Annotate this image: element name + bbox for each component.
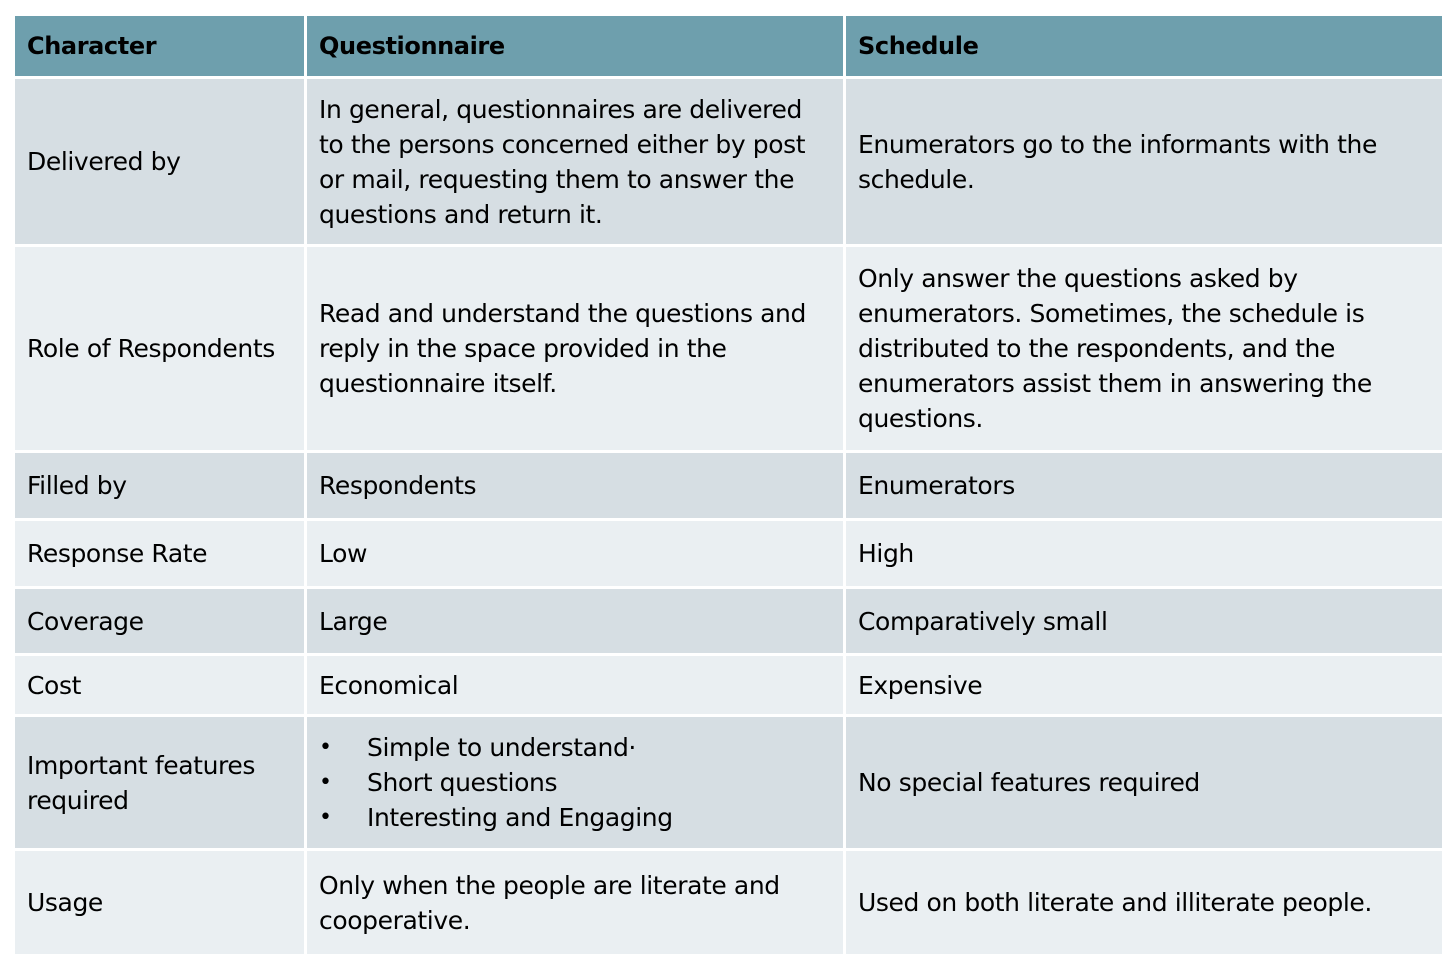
- table-row-response-rate: [14, 520, 1444, 588]
- table-row-coverage: [14, 588, 1444, 655]
- feature-bullet-list: [319, 730, 831, 835]
- header-questionnaire: Questionnaire: [306, 15, 845, 78]
- cell-character: Response Rate: [14, 520, 306, 588]
- bullet-icon: •: [319, 805, 332, 830]
- cell-questionnaire: Respondents: [306, 452, 845, 520]
- cell-schedule: High: [845, 520, 1444, 588]
- cell-character: Filled by: [14, 452, 306, 520]
- cell-schedule: No special features required: [845, 716, 1444, 850]
- table-row-usage: [14, 850, 1444, 956]
- bullet-icon: •: [319, 770, 332, 795]
- table-row-filled-by: [14, 452, 1444, 520]
- cell-character: Coverage: [14, 588, 306, 655]
- cell-questionnaire: In general, questionnaires are delivered to the persons concerned either by post or mail, requesting them to answer the questions and return it.: [306, 78, 845, 246]
- cell-questionnaire: Low: [306, 520, 845, 588]
- cell-schedule: Comparatively small: [845, 588, 1444, 655]
- cell-schedule: Only answer the questions asked by enumerators. Sometimes, the schedule is distributed to the respondents, and the enumerators assist them in answering the questions.: [845, 246, 1444, 452]
- bullet-text: Interesting and Engaging: [367, 803, 673, 832]
- header-character: Character: [14, 15, 306, 78]
- cell-schedule: Expensive: [845, 655, 1444, 716]
- cell-questionnaire: Only when the people are literate and cooperative.: [306, 850, 845, 956]
- table-row-role-of-respondents: [14, 246, 1444, 452]
- table-header-row: [14, 15, 1444, 78]
- list-item: [319, 765, 831, 800]
- cell-schedule: Enumerators go to the informants with the schedule.: [845, 78, 1444, 246]
- cell-questionnaire: Large: [306, 588, 845, 655]
- cell-character: Cost: [14, 655, 306, 716]
- table-row-important-features: [14, 716, 1444, 850]
- list-item: [319, 800, 831, 835]
- cell-character: Delivered by: [14, 78, 306, 246]
- comparison-table: [12, 13, 1445, 957]
- cell-character: Role of Respondents: [14, 246, 306, 452]
- bullet-text: Short questions: [367, 768, 558, 797]
- bullet-icon: •: [319, 735, 332, 760]
- cell-questionnaire: Read and understand the questions and reply in the space provided in the questionnaire itself.: [306, 246, 845, 452]
- cell-questionnaire: [306, 716, 845, 850]
- list-item: [319, 730, 831, 765]
- table-row-cost: [14, 655, 1444, 716]
- cell-character: Usage: [14, 850, 306, 956]
- header-schedule: Schedule: [845, 15, 1444, 78]
- cell-schedule: Used on both literate and illiterate people.: [845, 850, 1444, 956]
- bullet-text: Simple to understand·: [367, 733, 636, 762]
- cell-character: Important features required: [14, 716, 306, 850]
- table-row-delivered-by: [14, 78, 1444, 246]
- cell-schedule: Enumerators: [845, 452, 1444, 520]
- comparison-table-container: [12, 13, 1442, 957]
- cell-questionnaire: Economical: [306, 655, 845, 716]
